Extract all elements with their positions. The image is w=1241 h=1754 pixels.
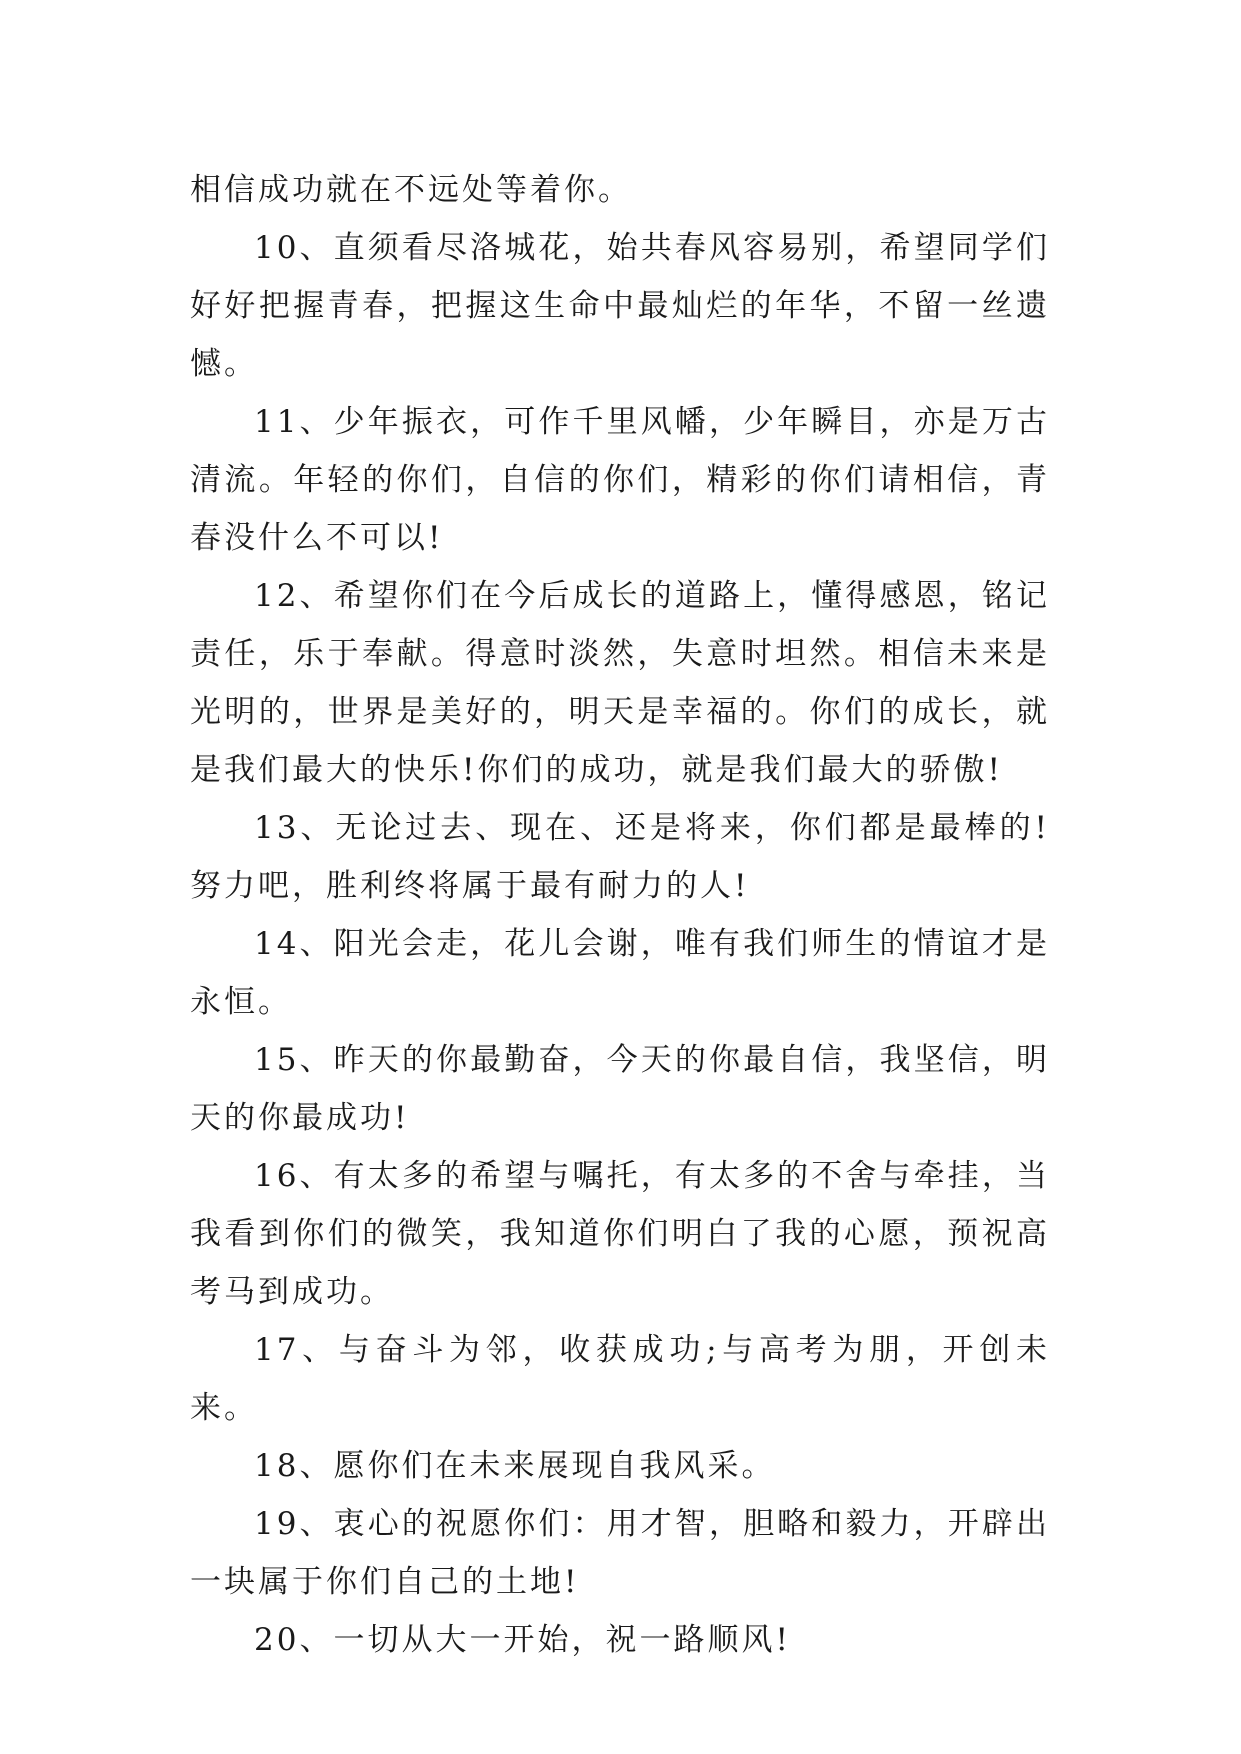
paragraph: 11、少年振衣，可作千里风幡，少年瞬目，亦是万古清流。年轻的你们，自信的你们，精彩的你们请相信，青春没什么不可以! [190,404,1050,556]
paragraph: 18、愿你们在未来展现自我风采。 [254,1448,776,1484]
paragraph: 10、直须看尽洛城花，始共春风容易别，希望同学们好好把握青春，把握这生命中最灿烂的年华，不留一丝遗憾。 [190,230,1050,382]
paragraph: 16、有太多的希望与嘱托，有太多的不舍与牵挂，当我看到你们的微笑，我知道你们明白了我的心愿，预祝高考马到成功。 [190,1158,1050,1310]
paragraph: 12、希望你们在今后成长的道路上，懂得感恩，铭记责任，乐于奉献。得意时淡然，失意时坦然。相信未来是光明的，世界是美好的，明天是幸福的。你们的成长，就是我们最大的快乐!你们的成功，就是我们最大的骄傲! [190,578,1050,788]
paragraph: 相信成功就在不远处等着你。 [190,172,632,208]
document-body [190,161,1050,1669]
paragraph: 15、昨天的你最勤奋，今天的你最自信，我坚信，明天的你最成功! [190,1042,1050,1136]
paragraph: 17、与奋斗为邻，收获成功;与高考为朋，开创未来。 [190,1332,1050,1426]
paragraph: 20、一切从大一开始，祝一路顺风! [254,1622,791,1658]
paragraph: 13、无论过去、现在、还是将来，你们都是最棒的!努力吧，胜利终将属于最有耐力的人! [190,810,1050,904]
paragraph: 19、衷心的祝愿你们：用才智，胆略和毅力，开辟出一块属于你们自己的土地! [190,1506,1050,1600]
paragraph: 14、阳光会走，花儿会谢，唯有我们师生的情谊才是永恒。 [190,926,1050,1020]
